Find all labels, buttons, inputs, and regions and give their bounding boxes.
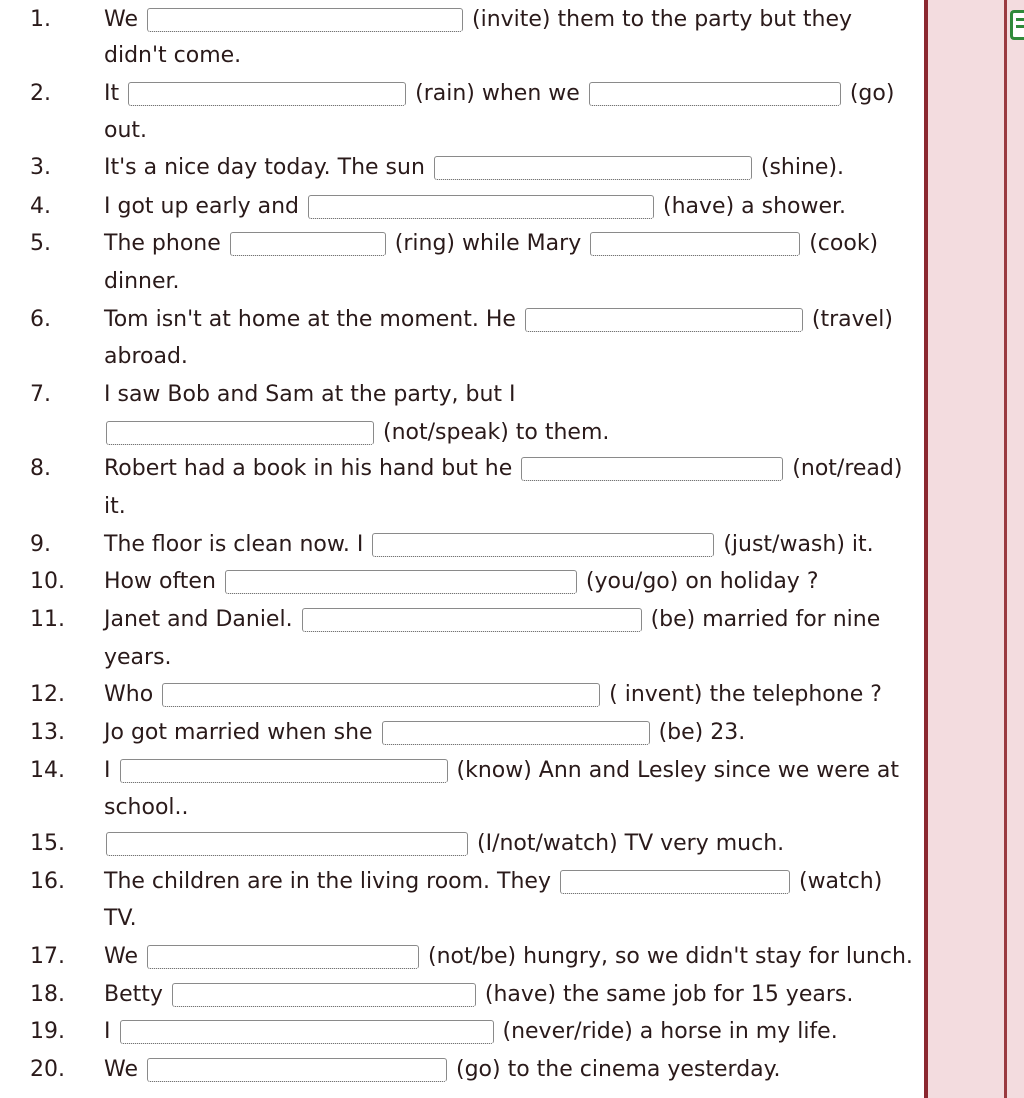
item-number: 14. [30, 758, 65, 783]
page-border-left [924, 0, 928, 1098]
answer-blank-1[interactable] [147, 8, 463, 32]
item-text: (I/not/watch) TV very much. [477, 831, 785, 856]
item-text: We [104, 944, 138, 969]
answer-blank-17[interactable] [147, 945, 419, 969]
item-text: (be) 23. [658, 720, 746, 745]
answer-blank-7[interactable] [106, 421, 374, 445]
item-number: 9. [30, 532, 51, 557]
item-number: 5. [30, 231, 51, 256]
item-text: (not/speak) to them. [383, 420, 610, 445]
item-text: We [104, 1057, 138, 1082]
item-number: 6. [30, 307, 51, 332]
item-text: (you/go) on holiday ? [585, 569, 819, 594]
answer-blank-9[interactable] [372, 533, 714, 557]
item-text: Who [104, 682, 154, 707]
item-text: (have) the same job for 15 years. [484, 982, 854, 1007]
item-number: 7. [30, 382, 51, 407]
page-border-right [1004, 0, 1007, 1098]
item-text: (rain) when we [415, 81, 580, 106]
item-text: The children are in the living room. They [104, 869, 551, 894]
item-number: 10. [30, 569, 65, 594]
answer-blank-10[interactable] [225, 570, 577, 594]
item-number: 17. [30, 944, 65, 969]
answer-blank-18[interactable] [172, 983, 476, 1007]
answer-blank-4[interactable] [308, 195, 654, 219]
item-text: Janet and Daniel. [104, 607, 293, 632]
item-text: (shine). [760, 155, 845, 180]
item-text: The phone [104, 231, 221, 256]
item-text: (go) to the cinema yesterday. [456, 1057, 781, 1082]
item-text: years. [104, 645, 172, 670]
item-text: It's a nice day today. The sun [104, 155, 425, 180]
answer-blank-14[interactable] [120, 759, 448, 783]
answer-blank-15[interactable] [106, 832, 468, 856]
item-text: abroad. [104, 344, 188, 369]
item-text: school.. [104, 795, 189, 820]
answer-blank-2b[interactable] [589, 82, 841, 106]
item-text: I [104, 1019, 111, 1044]
item-text: I saw Bob and Sam at the party, but I [104, 382, 516, 407]
item-text: Robert had a book in his hand but he [104, 456, 513, 481]
item-number: 16. [30, 869, 65, 894]
answer-blank-11[interactable] [302, 608, 642, 632]
item-number: 2. [30, 81, 51, 106]
item-text: How often [104, 569, 216, 594]
item-text: TV. [104, 906, 137, 931]
answer-blank-5a[interactable] [230, 232, 386, 256]
item-text: (not/be) hungry, so we didn't stay for lunch. [428, 944, 913, 969]
item-number: 11. [30, 607, 65, 632]
item-text: (just/wash) it. [723, 532, 874, 557]
item-number: 13. [30, 720, 65, 745]
answer-blank-19[interactable] [120, 1020, 494, 1044]
item-text: dinner. [104, 269, 180, 294]
item-number: 15. [30, 831, 65, 856]
item-number: 8. [30, 456, 51, 481]
answer-blank-20[interactable] [147, 1058, 447, 1082]
item-text: didn't come. [104, 43, 242, 68]
item-text: (cook) [809, 231, 879, 256]
answer-blank-12[interactable] [162, 683, 600, 707]
item-text: Jo got married when she [104, 720, 373, 745]
item-text: (have) a shower. [663, 194, 847, 219]
item-text: (not/read) [792, 456, 903, 481]
item-number: 3. [30, 155, 51, 180]
item-number: 1. [30, 7, 51, 32]
item-text: (invite) them to the party but they [472, 7, 852, 32]
item-text: The floor is clean now. I [104, 532, 364, 557]
item-text: (be) married for nine [650, 607, 881, 632]
item-text: it. [104, 494, 126, 519]
item-text: We [104, 7, 138, 32]
item-number: 19. [30, 1019, 65, 1044]
item-text: ( invent) the telephone ? [609, 682, 882, 707]
item-text: (go) [849, 81, 895, 106]
item-text: (know) Ann and Lesley since we were at [456, 758, 900, 783]
answer-blank-13[interactable] [382, 721, 650, 745]
item-number: 4. [30, 194, 51, 219]
answer-blank-2a[interactable] [128, 82, 406, 106]
item-text: (watch) [798, 869, 883, 894]
item-text: It [104, 81, 120, 106]
answer-blank-6[interactable] [525, 308, 803, 332]
item-text: I [104, 758, 111, 783]
item-text: (never/ride) a horse in my life. [502, 1019, 838, 1044]
item-number: 18. [30, 982, 65, 1007]
item-text: out. [104, 118, 148, 143]
item-text: Tom isn't at home at the moment. He [104, 307, 516, 332]
answer-blank-8[interactable] [521, 457, 783, 481]
side-panel-tab-icon[interactable] [1010, 10, 1024, 40]
item-text: Betty [104, 982, 163, 1007]
item-text: (ring) while Mary [394, 231, 582, 256]
item-text: (travel) [811, 307, 893, 332]
item-number: 20. [30, 1057, 65, 1082]
answer-blank-5b[interactable] [590, 232, 800, 256]
item-number: 12. [30, 682, 65, 707]
answer-blank-3[interactable] [434, 156, 752, 180]
item-text: I got up early and [104, 194, 300, 219]
answer-blank-16[interactable] [560, 870, 790, 894]
